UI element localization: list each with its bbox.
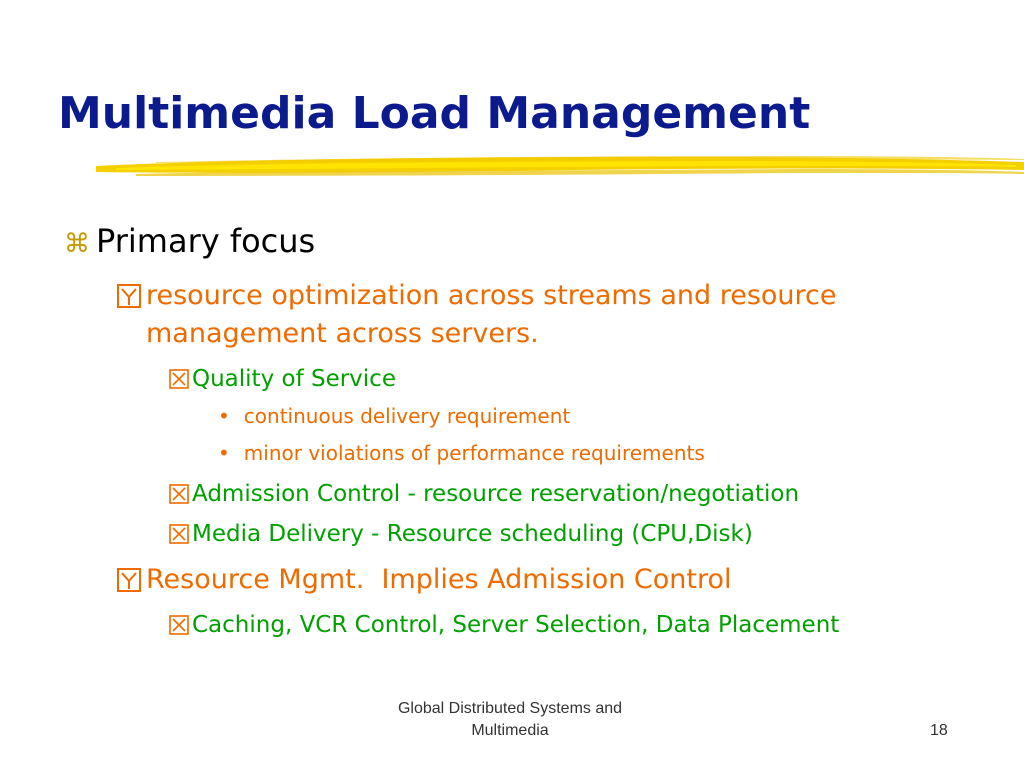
bullet-text: minor violations of performance requirements [243,441,705,465]
footer-text [340,698,680,742]
checkbox-y-icon [116,283,142,309]
bullet-resource-mgmt [116,564,732,595]
bullet-text: Resource Mgmt. Implies Admission Control [146,564,732,595]
command-icon: ⌘ [64,229,90,259]
bullet-text: resource optimization across streams and resource [146,280,837,311]
bullet-text: Primary focus [96,222,316,260]
bullet-media-delivery [168,521,753,547]
bullet-continuous-delivery [218,404,570,428]
bullet-resource-optimization-cont [146,318,539,349]
bullet-text: Caching, VCR Control, Server Selection, Data Placement [192,612,840,638]
page-number: 18 [930,722,948,739]
title-underline-brushstroke [96,148,1024,188]
bullet-quality-of-service [168,366,396,392]
bullet-text: management across servers. [146,318,539,349]
bullet-primary-focus [64,222,315,260]
checkbox-x-icon [168,614,190,636]
checkbox-x-icon [168,523,190,545]
checkbox-x-icon [168,368,190,390]
bullet-caching [168,612,839,638]
checkbox-y-icon [116,567,142,593]
dot-icon: • [218,404,230,428]
bullet-text: continuous delivery requirement [243,404,571,428]
footer-line-2: Multimedia [471,722,549,739]
bullet-admission-control [168,481,799,507]
bullet-text: Admission Control - resource reservation/negotiation [192,481,800,507]
bullet-text: Quality of Service [192,366,396,392]
bullet-minor-violations [218,441,705,465]
dot-icon: • [218,441,230,465]
bullet-resource-optimization [116,280,837,311]
slide-title: Multimedia Load Management [58,88,811,139]
checkbox-x-icon [168,483,190,505]
footer-line-1: Global Distributed Systems and [397,700,623,717]
bullet-text: Media Delivery - Resource scheduling (CPU,Disk) [192,521,753,547]
